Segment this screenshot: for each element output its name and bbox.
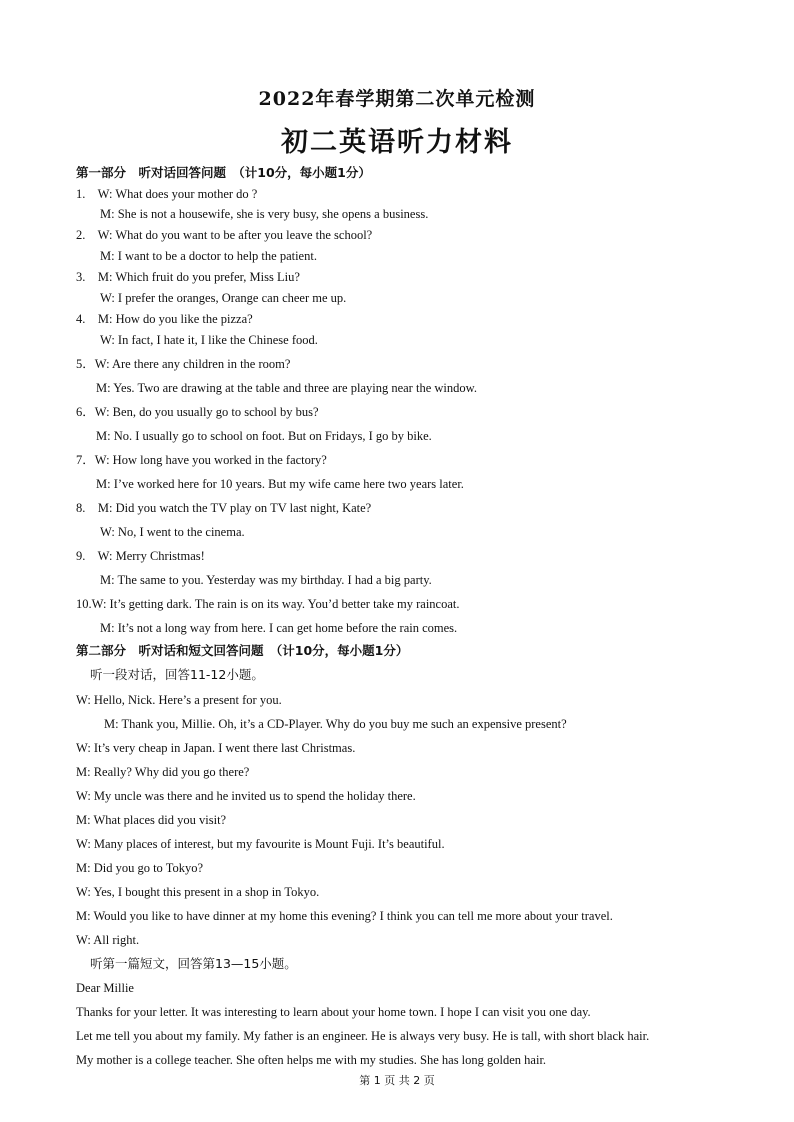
dialogue-line: M: I want to be a doctor to help the patient. <box>100 249 317 263</box>
dialogue-line: 5．W: Are there any children in the room? <box>76 357 291 371</box>
dialogue-line: M: Did you go to Tokyo? <box>76 861 204 875</box>
letter-line: My mother is a college teacher. She often helps me with my studies. She has long golden hair. <box>76 1053 547 1067</box>
dialogue-line: 8. M: Did you watch the TV play on TV last night, Kate? <box>76 501 372 515</box>
dialogue-line: 2. W: What do you want to be after you leave the school? <box>76 228 373 242</box>
dialogue-line: 3. M: Which fruit do you prefer, Miss Liu? <box>76 270 300 284</box>
dialogue-line: W: Yes, I bought this present in a shop in Tokyo. <box>76 885 320 899</box>
dialogue-line: M: The same to you. Yesterday was my birthday. I had a big party. <box>100 573 432 587</box>
page-number: 第 1 页 共 2 页 <box>359 1074 435 1087</box>
letter-line: Dear Millie <box>76 981 134 995</box>
dialogue-line: 9. W: Merry Christmas! <box>76 549 205 563</box>
dialogue-line: W: Many places of interest, but my favourite is Mount Fuji. It’s beautiful. <box>76 837 445 851</box>
dialogue-line: M: Yes. Two are drawing at the table and three are playing near the window. <box>96 381 477 395</box>
dialogue-line: M: Would you like to have dinner at my home this evening? I think you can tell me more about your travel. <box>76 909 613 923</box>
dialogue-line: 7．W: How long have you worked in the factory? <box>76 453 327 467</box>
dialogue-line: 1. W: What does your mother do ? <box>76 187 258 201</box>
dialogue-line: W: No, I went to the cinema. <box>100 525 245 539</box>
dialogue-line: W: It’s very cheap in Japan. I went there last Christmas. <box>76 741 356 755</box>
dialogue-line: M: She is not a housewife, she is very busy, she opens a business. <box>100 207 429 221</box>
dialogue-line: M: I’ve worked here for 10 years. But my wife came here two years later. <box>96 477 464 491</box>
exam-title: 2022年春学期第二次单元检测 <box>258 88 536 110</box>
dialogue-line: 10.W: It’s getting dark. The rain is on its way. You’d better take my raincoat. <box>76 597 460 611</box>
dialogue-line: M: No. I usually go to school on foot. But on Fridays, I go by bike. <box>96 429 432 443</box>
letter-line: Let me tell you about my family. My father is an engineer. He is always very busy. He is tall, with short black hair. <box>76 1029 650 1043</box>
dialogue-line: 6．W: Ben, do you usually go to school by bus? <box>76 405 319 419</box>
dialogue-line: W: All right. <box>76 933 140 947</box>
part1-heading: 第一部分 听对话回答问题 （计10分，每小题1分） <box>76 165 371 180</box>
instruction-text: 听一段对话，回答11-12小题。 <box>90 667 264 682</box>
exam-subtitle: 初二英语听力材料 <box>281 127 513 158</box>
instruction-text: 听第一篇短文，回答第13—15小题。 <box>90 956 297 971</box>
letter-line: Thanks for your letter. It was interesting to learn about your home town. I hope I can visit you one day. <box>76 1005 591 1019</box>
dialogue-line: 4. M: How do you like the pizza? <box>76 312 253 326</box>
dialogue-line: W: I prefer the oranges, Orange can cheer me up. <box>100 291 347 305</box>
dialogue-line: M: What places did you visit? <box>76 813 227 827</box>
dialogue-line: M: Really? Why did you go there? <box>76 765 250 779</box>
dialogue-line: M: It’s not a long way from here. I can get home before the rain comes. <box>100 621 458 635</box>
dialogue-line: W: My uncle was there and he invited us to spend the holiday there. <box>76 789 416 803</box>
dialogue-line: M: Thank you, Millie. Oh, it’s a CD-Player. Why do you buy me such an expensive present? <box>104 717 567 731</box>
dialogue-line: W: Hello, Nick. Here’s a present for you. <box>76 693 282 707</box>
part2-heading: 第二部分 听对话和短文回答问题 （计10分，每小题1分） <box>76 643 409 658</box>
dialogue-line: W: In fact, I hate it, I like the Chinese food. <box>100 333 318 347</box>
